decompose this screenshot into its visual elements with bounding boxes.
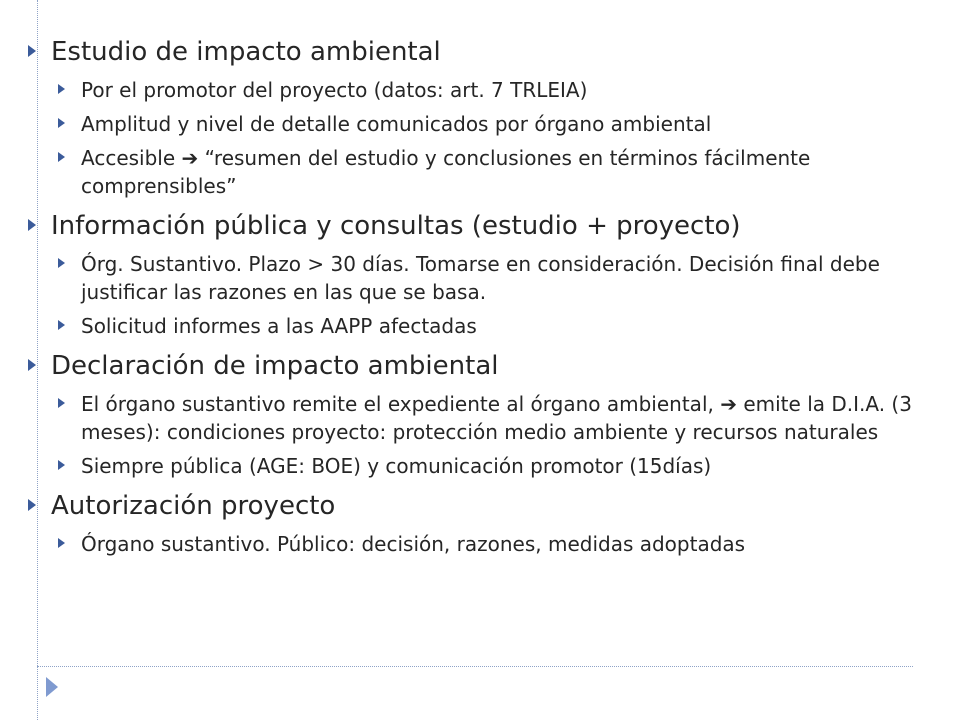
bullet-item	[24, 348, 914, 384]
sub-bullet-text: Órgano sustantivo. Público: decisión, razones, medidas adoptadas	[81, 532, 746, 556]
sub-bullet-text: Accesible	[81, 146, 182, 170]
bullet-text: Autorización proyecto	[51, 491, 336, 521]
bullet-triangle-icon	[58, 398, 65, 408]
sub-bullet-text: El órgano sustantivo remite el expediente al órgano ambiental,	[81, 392, 721, 416]
bullet-text: Estudio de impacto ambiental	[51, 37, 441, 67]
bullet-triangle-icon	[28, 219, 36, 231]
sub-bullet-item	[24, 530, 914, 558]
sub-bullet-item	[24, 250, 914, 306]
bullet-triangle-icon	[58, 538, 65, 548]
dotted-horizontal-rule	[37, 666, 913, 667]
sub-bullet-text: Órg. Sustantivo. Plazo > 30 días. Tomarse en consideración. Decisión final debe justificar las razones en las que se basa.	[81, 252, 880, 304]
sub-bullet-item	[24, 76, 914, 104]
bullet-item	[24, 488, 914, 524]
sub-bullet-text: “resumen del estudio y conclusiones en términos fácilmente comprensibles”	[81, 146, 811, 198]
right-arrow-icon: ➔	[181, 146, 199, 170]
sub-bullet-text: Siempre pública (AGE: BOE) y comunicación promotor (15días)	[81, 454, 712, 478]
bullet-triangle-icon	[58, 320, 65, 330]
sub-bullet-item	[24, 110, 914, 138]
right-arrow-icon: ➔	[720, 392, 737, 416]
bullet-triangle-icon	[58, 84, 65, 94]
bullet-text: Información pública y consultas (estudio + proyecto)	[51, 211, 741, 241]
sub-bullet-text: Solicitud informes a las AAPP afectadas	[81, 314, 477, 338]
bullet-triangle-icon	[58, 118, 65, 128]
sub-bullet-text: Por el promotor del proyecto (datos: art. 7 TRLEIA)	[81, 78, 588, 102]
bullet-triangle-icon	[58, 460, 65, 470]
bullet-list	[24, 26, 914, 558]
sub-bullet-text: emite la D.I.A. (3 meses): condiciones proyecto: protección medio ambiente y recursos naturales	[81, 392, 912, 444]
bullet-text: Declaración de impacto ambiental	[51, 351, 499, 381]
sub-bullet-text: Amplitud y nivel de detalle comunicados por órgano ambiental	[81, 112, 712, 136]
sub-bullet-item	[24, 390, 914, 446]
bullet-triangle-icon	[58, 152, 65, 162]
bullet-item	[24, 208, 914, 244]
bullet-triangle-icon	[58, 258, 65, 268]
triangle-marker-icon	[46, 677, 58, 697]
bullet-triangle-icon	[28, 499, 36, 511]
sub-bullet-item	[24, 144, 914, 200]
sub-bullet-item	[24, 452, 914, 480]
bullet-triangle-icon	[28, 45, 36, 57]
bullet-item	[24, 34, 914, 70]
bullet-triangle-icon	[28, 359, 36, 371]
sub-bullet-item	[24, 312, 914, 340]
